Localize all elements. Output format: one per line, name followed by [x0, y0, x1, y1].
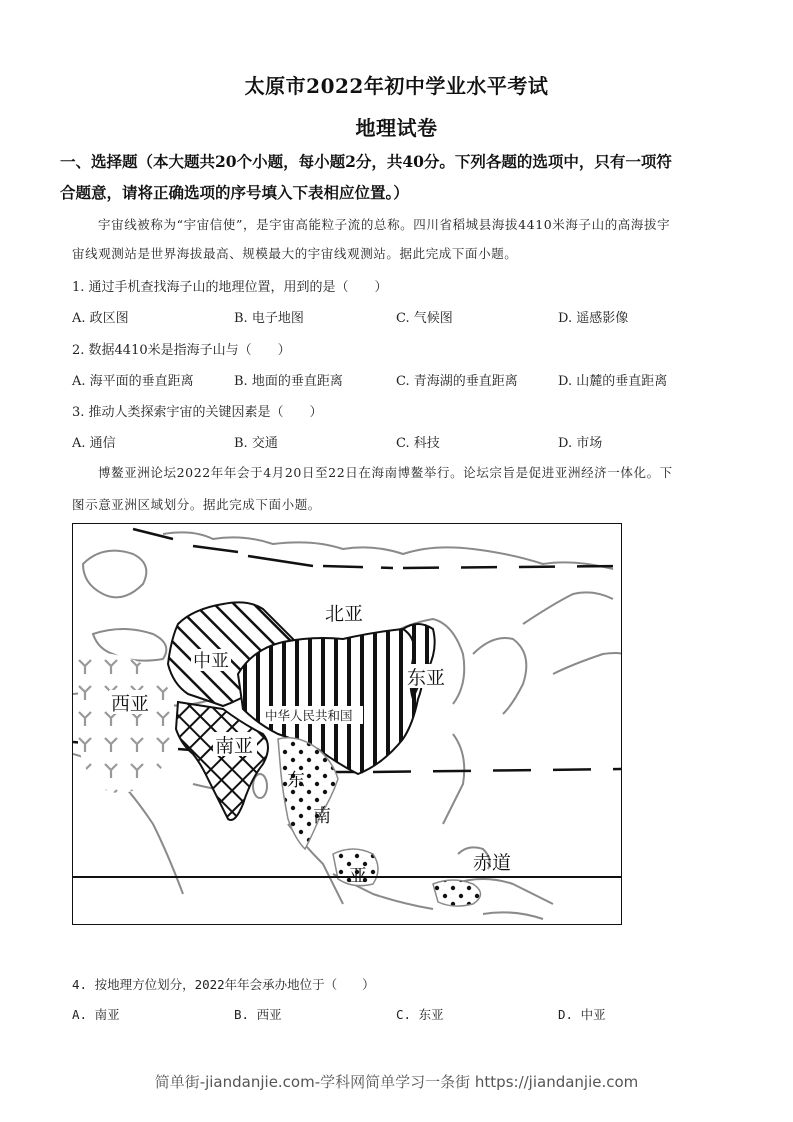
question-3-option-a[interactable]: A. 通信	[72, 436, 116, 451]
question-4-option-c[interactable]: C. 东亚	[396, 1007, 444, 1022]
passage2-line2: 图示意亚洲区域划分。据此完成下面小题。	[72, 497, 321, 512]
question-1-stem: 1. 通过手机查找海子山的地理位置，用到的是（ ）	[72, 280, 388, 295]
asia-map-graphic	[73, 524, 622, 925]
question-2-option-b[interactable]: B. 地面的垂直距离	[234, 374, 343, 389]
label-east-asia: 东亚	[407, 667, 446, 689]
question-3-option-b[interactable]: B. 交通	[234, 436, 278, 451]
question-1-option-b[interactable]: B. 电子地图	[234, 311, 304, 326]
label-west-asia: 西亚	[111, 693, 150, 715]
question-2-option-a[interactable]: A. 海平面的垂直距离	[72, 374, 194, 389]
exam-subtitle: 地理试卷	[355, 116, 438, 140]
label-southeast-1: 东	[287, 770, 305, 791]
question-2-option-d[interactable]: D. 山麓的垂直距离	[558, 374, 668, 389]
question-2-stem: 2. 数据4410米是指海子山与（ ）	[72, 343, 291, 358]
passage2-line1: 博鳌亚洲论坛2022年年会于4月20日至22日在海南博鳌举行。论坛宗旨是促进亚洲经济一体化。下	[98, 465, 673, 480]
question-1-option-c[interactable]: C. 气候图	[396, 311, 453, 326]
label-south-asia: 南亚	[215, 735, 254, 757]
passage1-line1: 宇宙线被称为“宇宙信使”，是宇宙高能粒子流的总称。四川省稻城县海拔4410米海子山的高海拔宇	[98, 217, 671, 232]
label-southeast-2: 南	[313, 806, 331, 827]
section-heading-line1: 一、选择题（本大题共20个小题，每小题2分，共40分。下列各题的选项中，只有一项符	[60, 152, 672, 171]
question-3-option-c[interactable]: C. 科技	[396, 436, 440, 451]
region-southeast-asia-newguinea	[433, 880, 481, 906]
question-1-option-d[interactable]: D. 遥感影像	[558, 311, 629, 326]
exam-title: 太原市2022年初中学业水平考试	[244, 74, 549, 98]
question-2-option-c[interactable]: C. 青海湖的垂直距离	[396, 374, 518, 389]
passage1-line2: 宙线观测站是世界海拔最高、规模最大的宇宙线观测站。据此完成下面小题。	[72, 246, 518, 261]
label-equator: 赤道	[473, 852, 512, 874]
region-west-asia	[78, 653, 178, 793]
section-heading-line2: 合题意，请将正确选项的序号填入下表相应位置。）	[60, 183, 409, 202]
question-1-option-a[interactable]: A. 政区图	[72, 311, 129, 326]
question-4-stem: 4. 按地理方位划分，2022年年会承办地位于（ ）	[72, 977, 375, 992]
question-3-stem: 3. 推动人类探索宇宙的关键因素是（ ）	[72, 405, 323, 420]
label-central-asia: 中亚	[193, 651, 229, 672]
question-4-option-d[interactable]: D. 中亚	[558, 1007, 606, 1022]
label-north-asia: 北亚	[325, 603, 364, 625]
label-southeast-3: 亚	[349, 866, 367, 887]
question-3-option-d[interactable]: D. 市场	[558, 436, 603, 451]
question-4-option-b[interactable]: B. 西亚	[234, 1007, 282, 1022]
label-china: 中华人民共和国	[265, 708, 353, 723]
asia-region-map	[72, 523, 622, 925]
footer-watermark: 简单街-jiandanjie.com-学科网简单学习一条街 https://jiandanjie.com	[154, 1073, 639, 1091]
question-4-option-a[interactable]: A. 南亚	[72, 1007, 120, 1022]
